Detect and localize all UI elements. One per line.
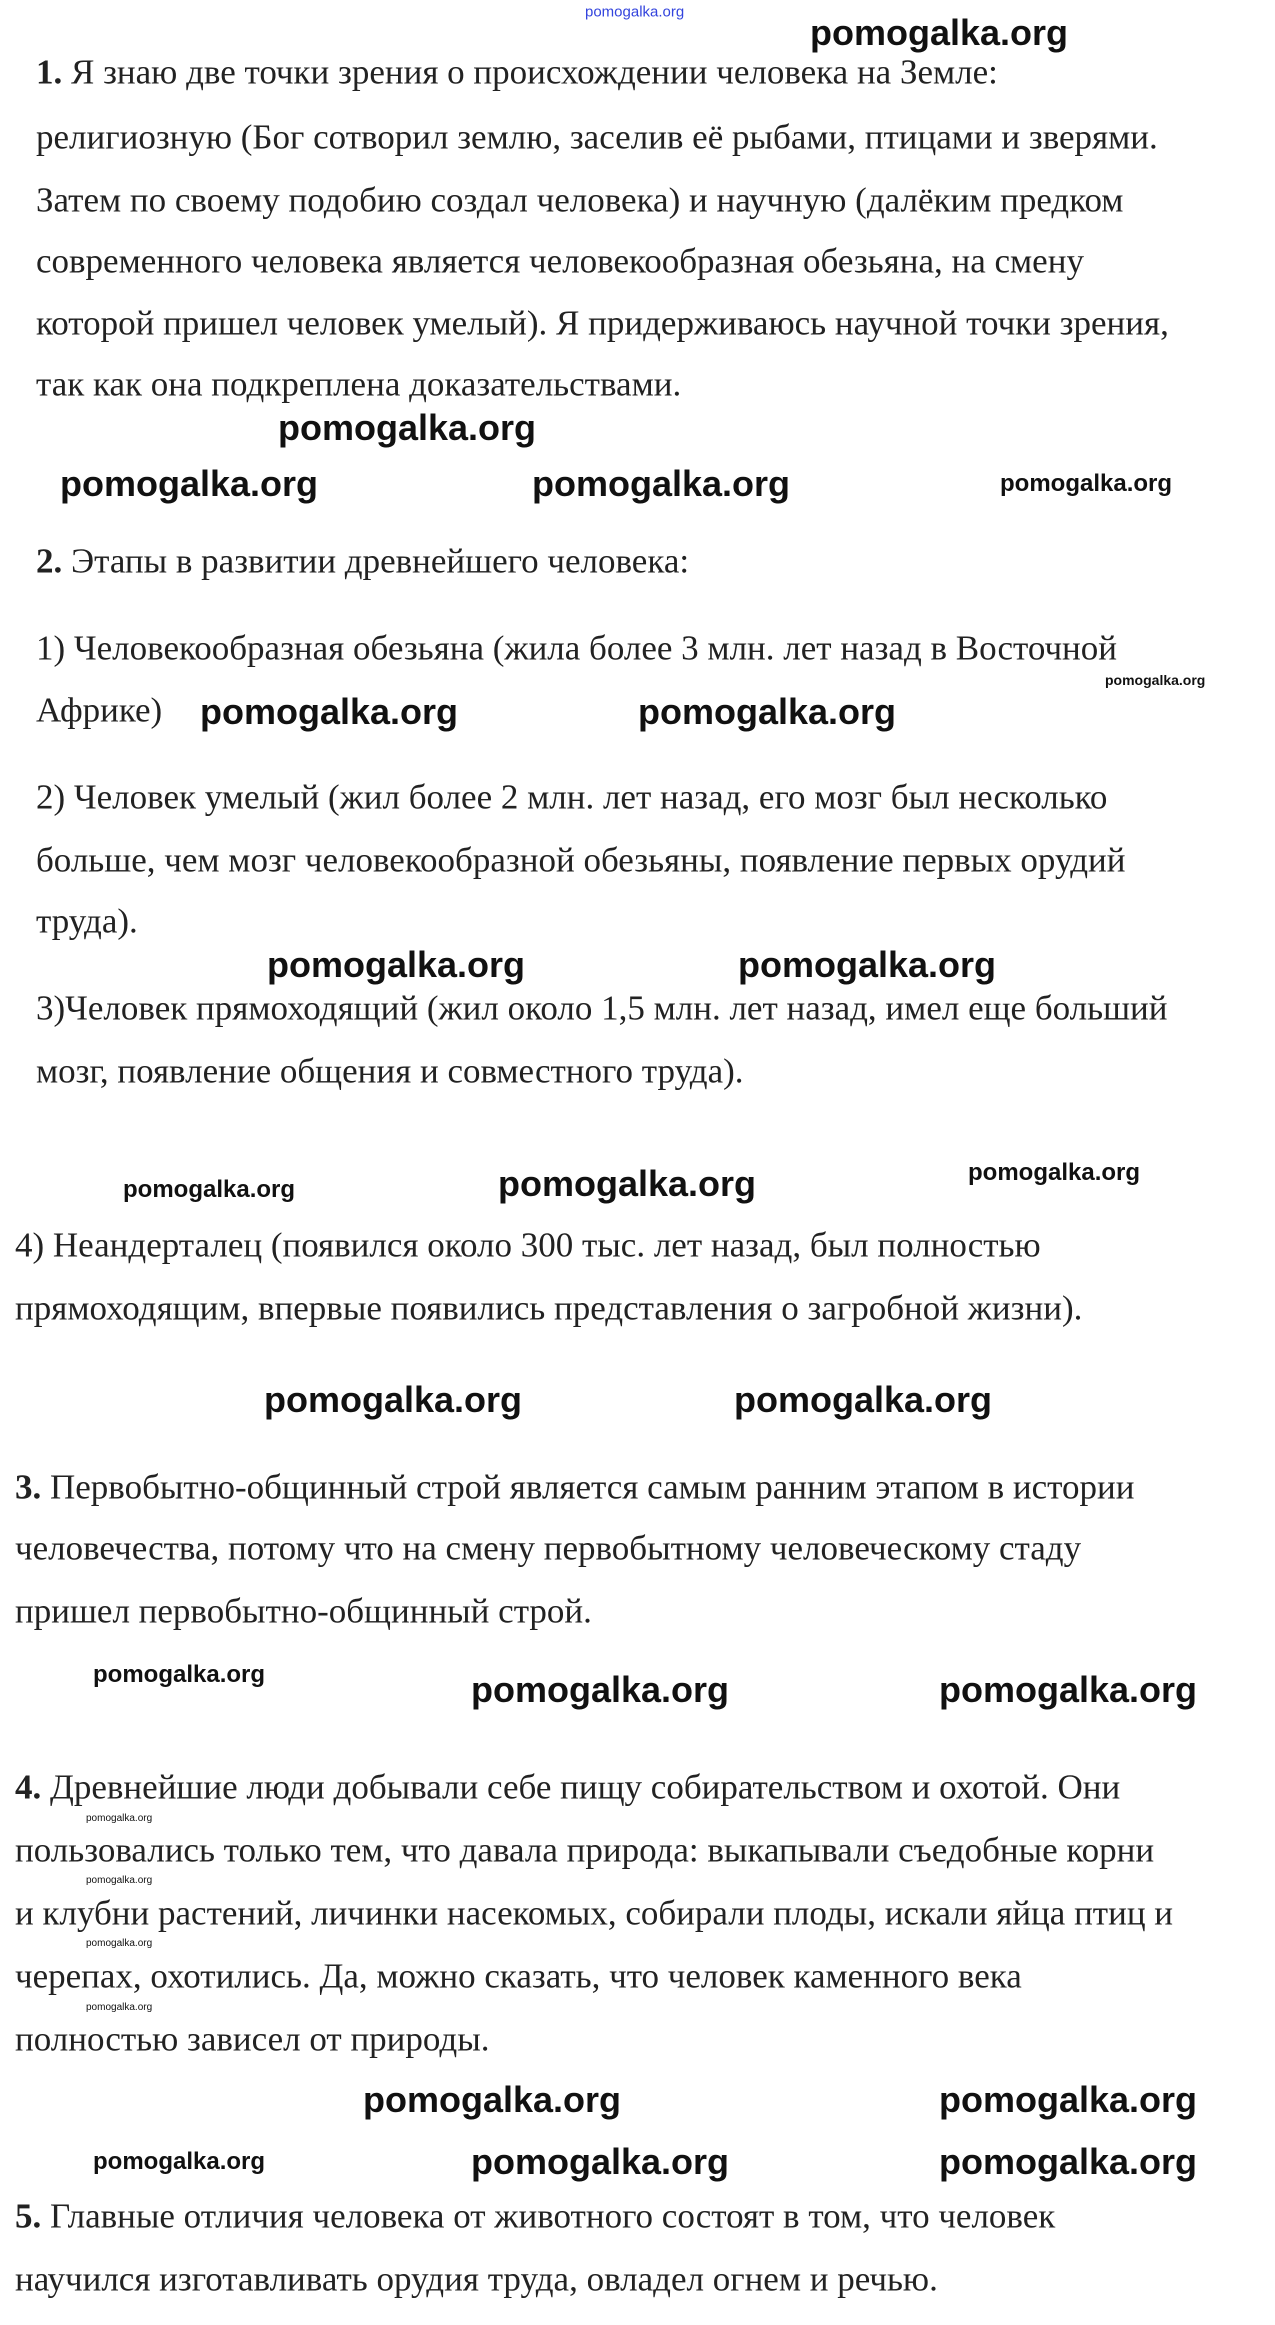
answer-1-line-4: современного человека является человекообразная обезьяна, на смену [36,241,1084,281]
answer-2-line: 4) Неандерталец (появился около 300 тыс. лет назад, был полностью [15,1225,1041,1265]
answer-2-title [36,541,690,581]
answer-4-line-1 [15,1767,1121,1807]
answer-2-line: труда). [36,901,138,941]
watermark: pomogalka.org [200,691,459,732]
answer-1-line-5: которой пришел человек умелый). Я придерживаюсь научной точки зрения, [36,303,1169,343]
answer-4-line: пользовались только тем, что давала природа: выкапывали съедобные корни [15,1830,1155,1870]
answer-2-line: Африке) [36,690,163,730]
watermark: pomogalka.org [1105,672,1206,688]
watermark: pomogalka.org [93,2148,266,2175]
watermark: pomogalka.org [86,2002,153,2013]
answer-3-line-1 [15,1467,1135,1507]
answer-2-line: 1) Человекообразная обезьяна (жила более 3 млн. лет назад в Восточной [36,628,1118,668]
answer-1-line-1 [36,52,998,92]
watermark: pomogalka.org [60,463,319,504]
answer-3-line: человечества, потому что на смену первобытному человеческому стаду [15,1528,1082,1568]
answer-4-line: и клубни растений, личинки насекомых, собирали плоды, искали яйца птиц и [15,1893,1174,1933]
answer-4-line: черепах, охотились. Да, можно сказать, что человек каменного века [15,1956,1022,1996]
watermark: pomogalka.org [93,1661,266,1688]
answer-2-line: 3)Человек прямоходящий (жил около 1,5 млн. лет назад, имел еще больший [36,988,1168,1028]
answer-3-line: пришел первобытно-общинный строй. [15,1591,592,1631]
watermark: pomogalka.org [267,944,526,985]
watermark: pomogalka.org [278,407,537,448]
watermark: pomogalka.org [471,1669,730,1710]
answer-text: Я знаю две точки зрения о происхождении человека на Земле: [62,52,998,92]
answer-4-line: полностью зависел от природы. [15,2019,490,2059]
watermark: pomogalka.org [471,2141,730,2182]
answer-2-line: прямоходящим, впервые появились представления о загробной жизни). [15,1288,1083,1328]
answer-2-line: больше, чем мозг человекообразной обезьяны, появление первых орудий [36,840,1126,880]
answer-number: 3. [15,1467,42,1507]
watermark: pomogalka.org [810,12,1069,53]
watermark: pomogalka.org [498,1163,757,1204]
watermark: pomogalka.org [86,1938,153,1949]
answer-1-line-3: Затем по своему подобию создал человека) и научную (далёким предком [36,180,1124,220]
watermark: pomogalka.org [532,463,791,504]
answer-1-line-6: так как она подкреплена доказательствами. [36,364,682,404]
answer-number: 4. [15,1767,42,1807]
answer-text: Главные отличия человека от животного состоят в том, что человек [41,2196,1056,2236]
watermark: pomogalka.org [123,1176,296,1203]
watermark: pomogalka.org [86,1875,153,1886]
answer-5-line-1 [15,2196,1056,2236]
watermark: pomogalka.org [939,2141,1198,2182]
watermark: pomogalka.org [363,2079,622,2120]
header-site-link[interactable]: pomogalka.org [585,3,685,21]
watermark: pomogalka.org [968,1159,1141,1186]
watermark: pomogalka.org [638,691,897,732]
watermark: pomogalka.org [264,1379,523,1420]
answer-2-line: мозг, появление общения и совместного труда). [36,1051,744,1091]
answer-text: Древнейшие люди добывали себе пищу собирательством и охотой. Они [41,1767,1121,1807]
answer-text: Первобытно-общинный строй является самым ранним этапом в истории [41,1467,1135,1507]
answer-number: 2. [36,541,63,581]
watermark: pomogalka.org [738,944,997,985]
watermark: pomogalka.org [734,1379,993,1420]
watermark: pomogalka.org [939,1669,1198,1710]
watermark: pomogalka.org [86,1813,153,1824]
answer-number: 5. [15,2196,42,2236]
watermark: pomogalka.org [939,2079,1198,2120]
answer-number: 1. [36,52,63,92]
answer-2-line: 2) Человек умелый (жил более 2 млн. лет назад, его мозг был несколько [36,777,1108,817]
answer-text: Этапы в развитии древнейшего человека: [62,541,690,581]
answer-1-line-2: религиозную (Бог сотворил землю, заселив её рыбами, птицами и зверями. [36,117,1158,157]
watermark: pomogalka.org [1000,470,1173,497]
answer-5-line: научился изготавливать орудия труда, овладел огнем и речью. [15,2259,938,2299]
